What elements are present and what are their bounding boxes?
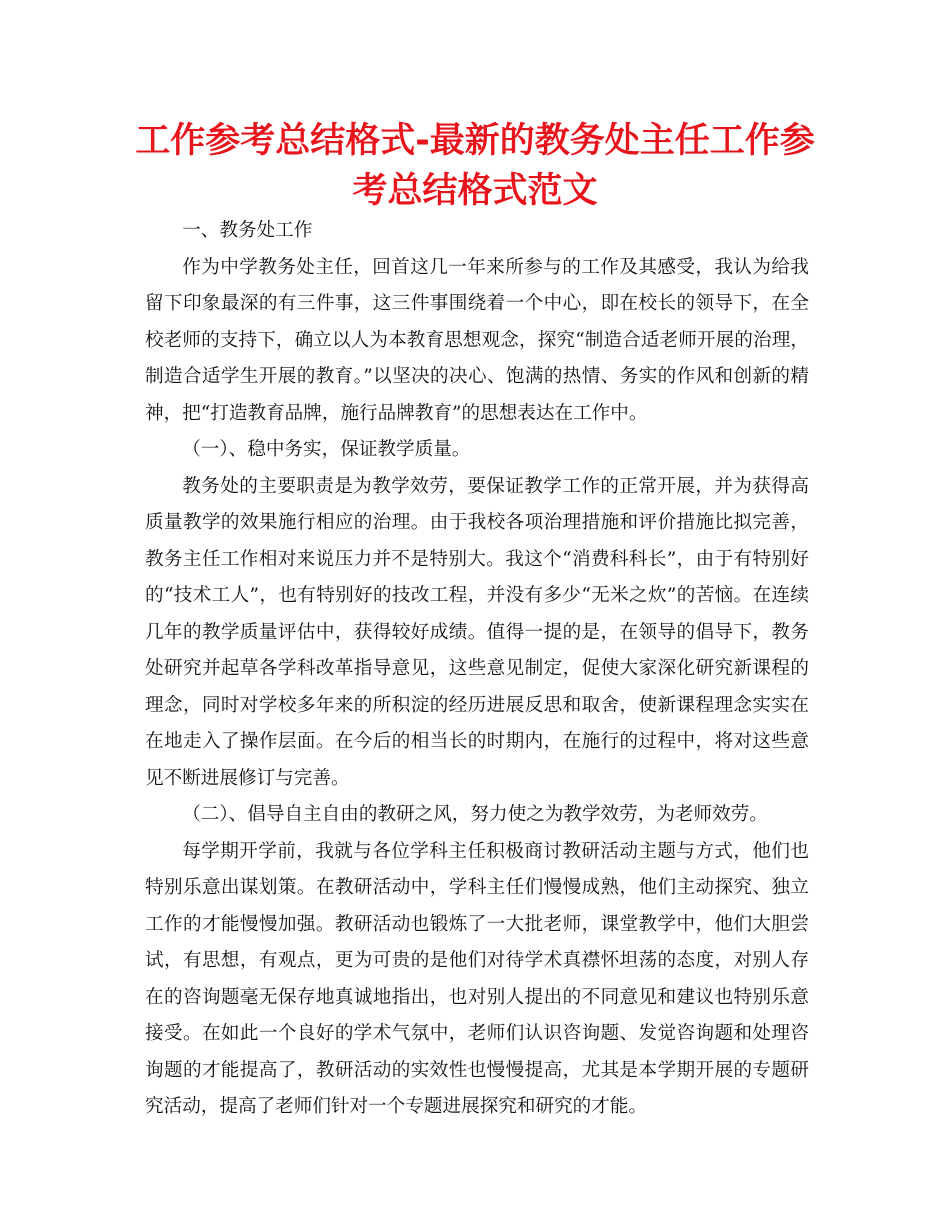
subsection-heading: （一）、稳中务实，保证教学质量。 xyxy=(182,439,471,460)
section-heading: 一、教务处工作 xyxy=(182,220,313,241)
subsection-heading: （二）、倡导自主自由的教研之风，努力使之为教学效劳，为老师效劳。 xyxy=(182,804,768,825)
body-paragraph: 作为中学教务处主任，回首这几一年来所参与的工作及其感受，我认为给我留下印象最深的有三件事，这三件事围绕着一个中心，即在校长的领导下，在全校老师的支持下，确立以人为本教育思想观念，探究“制造合适老师开展的治理，制造合适学生开展的教育。”以坚决的决心、饱满的热情、务实的作风和创新的精神，把“打造教育品牌，施行品牌教育”的思想表达在工作中。 xyxy=(145,256,809,424)
body-paragraph: 每学期开学前，我就与各位学科主任积极商讨教研活动主题与方式，他们也特别乐意出谋划策。在教研活动中，学科主任们慢慢成熟，他们主动探究、独立工作的才能慢慢加强。教研活动也锻炼了一大批老师，课堂教学中，他们大胆尝试，有思想，有观点，更为可贵的是他们对待学术真襟怀坦荡的态度，对别人存在的咨询题毫无保存地真诚地指出，也对别人提出的不同意见和建议也特别乐意接受。在如此一个良好的学术气氛中，老师们认识咨询题、发觉咨询题和处理咨询题的才能提高了，教研活动的实效性也慢慢提高，尤其是本学期开展的专题研究活动，提高了老师们针对一个专题进展探究和研究的才能。 xyxy=(145,840,809,1117)
document-title: 工作参考总结格式-最新的教务处主任工作参考总结格式范文 xyxy=(135,121,815,211)
body-paragraph: 教务处的主要职责是为教学效劳，要保证教学工作的正常开展，并为获得高质量教学的效果施行相应的治理。由于我校各项治理措施和评价措施比拟完善，教务主任工作相对来说压力并不是特别大。我这个“消费科科长”，由于有特别好的“技术工人”，也有特别好的技改工程，并没有多少“无米之炊”的苦恼。在连续几年的教学质量评估中，获得较好成绩。值得一提的是，在领导的倡导下，教务处研究并起草各学科改革指导意见，这些意见制定，促使大家深化研究新课程的理念，同时对学校多年来的所积淀的经历进展反思和取舍，使新课程理念实实在在地走入了操作层面。在今后的相当长的时期内，在施行的过程中，将对这些意见不断进展修订与完善。 xyxy=(145,475,809,789)
document-body xyxy=(145,213,809,1126)
